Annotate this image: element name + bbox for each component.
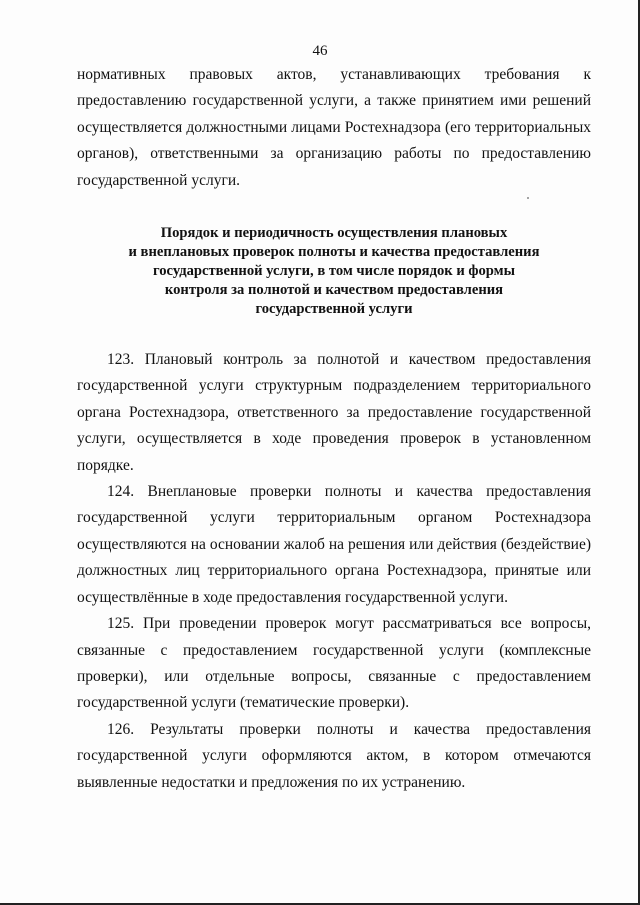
paragraph-124: 124. Внеплановые проверки полноты и качества предоставления государственной услуги территориальным органом Ростехнадзора осуществляются на основании жалоб на решения или действия (бездействие) должностных лиц территориального органа Ростехнадзора, принятые или осуществлённые в ходе предоставления государственной услуги. bbox=[77, 483, 591, 606]
heading-line: государственной услуги bbox=[255, 301, 413, 318]
paragraph-123: 123. Плановый контроль за полнотой и качеством предоставления государственной услуги структурным подразделением территориального органа Ростехнадзора, ответственного за предоставление государственной услуги, осуществляется в ходе проведения проверок в установленном порядке. bbox=[77, 351, 591, 474]
section-heading bbox=[77, 224, 591, 319]
heading-line: Порядок и периодичность осуществления плановых bbox=[160, 225, 508, 242]
intro-paragraph: нормативных правовых актов, устанавливающих требования к предоставлению государственной услуги, а также принятием ими решений осуществляется должностными лицами Ростехнадзора (его территориальных органов), ответственными за организацию работы по предоставлению государственной услуги. bbox=[77, 66, 591, 189]
page-content bbox=[77, 62, 591, 796]
heading-line: государственной услуги, в том числе порядок и формы bbox=[152, 263, 515, 280]
paragraph-126: 126. Результаты проверки полноты и качества предоставления государственной услуги оформляются актом, в котором отмечаются выявленные недостатки и предложения по их устранению. bbox=[77, 720, 591, 791]
heading-line: контроля за полнотой и качеством предоставления bbox=[164, 282, 504, 299]
paragraph-125: 125. При проведении проверок могут рассматриваться все вопросы, связанные с предоставлением государственной услуги (комплексные проверки), или отдельные вопросы, связанные с предоставлением государственной услуги (тематические проверки). bbox=[77, 615, 591, 712]
heading-line: и внеплановых проверок полноты и качества предоставления bbox=[128, 244, 540, 261]
page-number: 46 bbox=[312, 43, 328, 59]
